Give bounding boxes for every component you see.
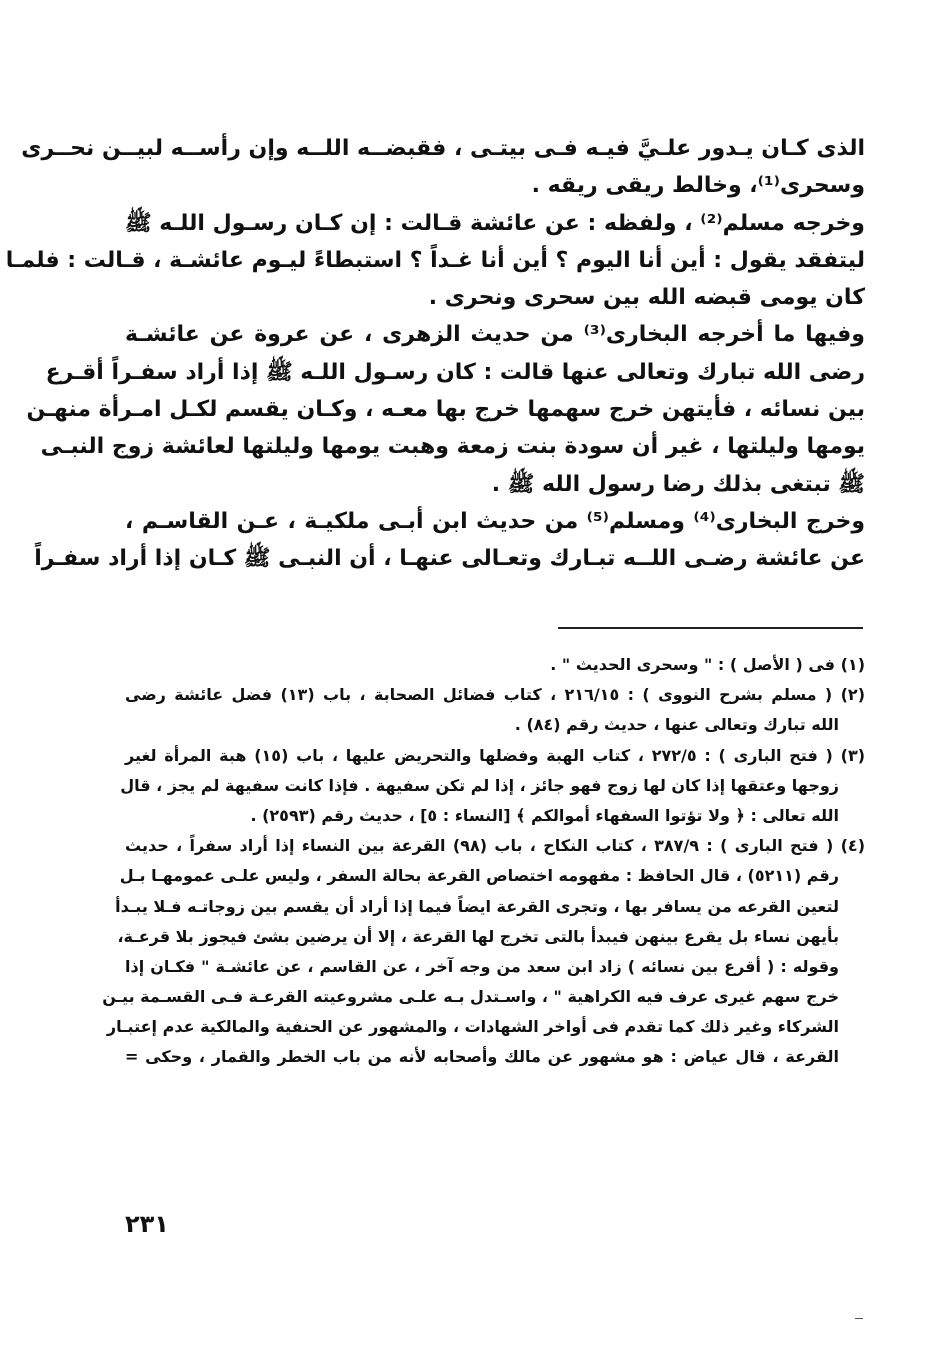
footnote-line: (٢) ( مسلم بشرح النووى ) : ٢١٦/١٥ ، كتاب فضائل الصحابة ، باب (١٣) فضل عائشة رضى [125,685,865,705]
footnote-line: رقم (٥٢١١) ، قال الحافظ : مفهومه اختصاص القرعة بحالة السفر ، وليس علـى عمومهـا بـل [119,866,839,886]
footnote-line: (١) فى ( الأصل ) : " وسحرى الحديث " . [550,655,865,674]
footnote-line: زوجها وعتقها إذا كان لها زوج فهو جائز ، إذا لم تكن سفيهة . فإذا كانت سفيهة لم يجز ، قال [120,775,839,795]
main-text-line: وخرج البخارى⁽⁴⁾ ومسلم⁽⁵⁾ من حديث ابن أبـى ملكيـة ، عـن القاسـم ، [125,508,865,534]
main-text-block [5,130,865,578]
footnote-line: (٤) ( فتح البارى ) : ٣٨٧/٩ ، كتاب النكاح ، باب (٩٨) القرعة بين النساء إذا أراد سفراً ، حديث [125,836,865,856]
footnote-divider [558,627,863,629]
main-text-line: ليتفقد يقول : أين أنا اليوم ؟ أين أنا غـداً ؟ استبطاءً ليـوم عائشـة ، قـالت : فلمـا [5,247,865,273]
page-number: ٢٣١ [125,1210,169,1238]
footnote-line: بأيهن نساء بل يقرع بينهن فيبدأ بالتى تخرج لها القرعة ، إلا أن يرضين بشئ فيجوز بلا قرعـة، [117,926,839,946]
scan-mark [855,1318,863,1319]
footnote-line: خرج سهم غيرى عرف فيه الكراهية " ، واسـتدل بـه علـى مشروعيته القرعـة فـى القسـمة بيـن [102,987,839,1007]
footnote-line: الله تبارك وتعالى عنها ، حديث رقم (٨٤) . [514,715,839,735]
main-text-line: ﷺ تبتغى بذلك رضا رسول الله ﷺ . [491,471,865,497]
footnote-line: الله تعالى : ﴿ ولا تؤتوا السفهاء أموالكم ﴾ [النساء : ٥] ، حديث رقم (٢٥٩٣) . [250,805,839,825]
footnote-line: القرعة ، قال عياض : هو مشهور عن مالك وأصحابه لأنه من باب الخطر والقمار ، وحكى = [125,1047,839,1067]
main-text-line: كان يومى قبضه الله بين سحرى ونحرى . [428,285,865,311]
main-text-line: يومها وليلتها ، غير أن سودة بنت زمعة وهبت يومها وليلتها لعائشة زوج النبـى [40,434,865,460]
footnote-line: وقوله : ( أقرع بين نسائه ) زاد ابن سعد من وجه آخر ، عن القاسم ، عن عائشـة " فكـان إذا [125,956,839,976]
footnote-line: (٣) ( فتح البارى ) : ٢٧٢/٥ ، كتاب الهبة وفضلها والتحريض عليها ، باب (١٥) هبة المرأة لغير [125,745,866,765]
main-text-line: رضى الله تبارك وتعالى عنها قالت : كان رسـول اللـه ﷺ إذا أراد سفـراً أقـرع [45,359,865,385]
main-text-line: الذى كـان يـدور علـيَّ فيـه فـى بيتـى ، فقبضــه اللــه وإن رأســه لبيــن نحــرى [21,136,865,161]
footnotes-block [102,650,866,1073]
footnote-line: لتعين القرعه من يسافر بها ، وتجرى القرعة ايضاً فيما إذا أراد أن يقسم بين زوجاتـه فـلا يبـدأ [115,896,839,916]
main-text-line: وفيها ما أخرجه البخارى⁽³⁾ من حديث الزهرى ، عن عروة عن عائشـة [125,322,865,348]
main-text-line: عن عائشة رضـى اللــه تبـارك وتعـالى عنهـا ، أن النبـى ﷺ كـان إذا أراد سفـراً [34,546,865,572]
main-text-line: وخرجه مسلم⁽²⁾ ، ولفظه : عن عائشة قـالت : إن كـان رسـول اللـه ﷺ [125,210,865,236]
main-text-line: وسحرى⁽¹⁾، وخالط ريقى ريقه . [531,173,865,199]
main-text-line: بين نسائه ، فأيتهن خرج سهمها خرج بها معـه ، وكـان يقسم لكـل امـرأة منهـن [26,397,865,423]
footnote-line: الشركاء وغير ذلك كما تقدم فى أواخر الشهادات ، والمشهور عن الحنفية والمالكية عدم إعتبـار [106,1017,839,1037]
